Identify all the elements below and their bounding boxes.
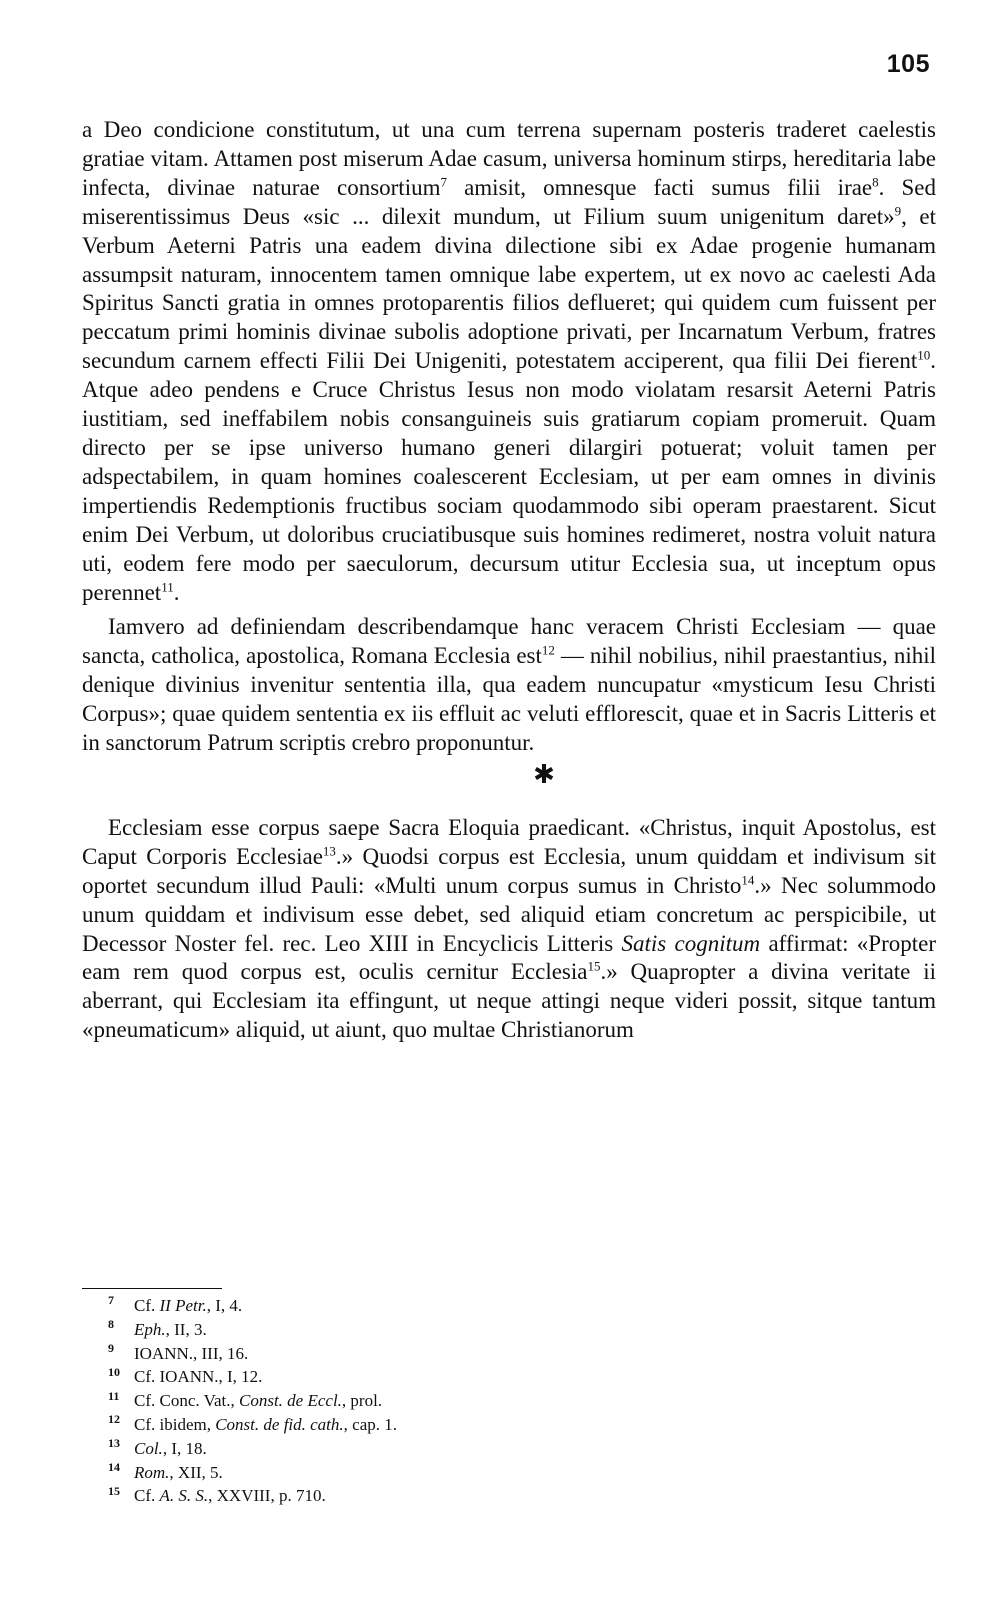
text-run: , XXVIII, p. 710. (208, 1486, 326, 1506)
italic-text: A. S. S. (159, 1486, 209, 1506)
footnote-reference: 7 (440, 174, 447, 190)
footnote-reference: 14 (741, 872, 755, 888)
text-run: , I, 4. (206, 1296, 243, 1315)
text-run: , I, 18. (162, 1438, 207, 1458)
text-run: Ecclesiam esse corpus saepe Sacra Eloquia praedicant. «Christus, inquit Apostolus, est Caput Corporis Ecclesiae (82, 814, 936, 869)
footnote-reference: 13 (322, 843, 336, 859)
footnote-reference: 8 (872, 174, 879, 190)
text-run: affirmat: «Propter eam rem quod corpus est, oculis cernitur Ecclesia (82, 930, 936, 985)
text-run: . Atque adeo pendens e Cruce Christus Iesus non modo violatam resarsit Aeterni Patris iustitiam, sed ineffabilem nobis consanguineis suis gratiarum copiam promeruit. Quam directo per se ipse universo humano generi dilargiri potuerat; voluit tamen per adspectabilem, in quam homines coalescerent Ecclesiam, ut per eam omnes in divinis impertiendis Redemptionis fructibus sociam quodammodo sibi operam praestarent. Sicut enim Dei Verbum, ut doloribus cruciatibusque suis homines redimeret, nostra voluit natura uti, eodem fere modo per saeculorum, decursum utitur Ecclesia sua, ut inceptum opus perennet (82, 348, 936, 605)
footnote-reference: 9 (894, 203, 902, 219)
footnote-item: 14 Rom., XII, 5. (108, 1459, 223, 1482)
footnote-item: 8 Eph., II, 3. (108, 1317, 207, 1339)
text-run: Iamvero ad definiendam describendamque hanc veracem Christi Ecclesiam — quae sancta, catholica, apostolica, Romana Ecclesia est (82, 614, 936, 669)
text-run: . (173, 579, 180, 605)
text-run: IOANN., III, 16. (134, 1343, 249, 1363)
italic-text: II Petr. (159, 1296, 207, 1315)
footnote-item: 13 Col., I, 18. (108, 1436, 207, 1458)
paragraph-2 (82, 613, 936, 758)
text-run: .» Nec solummodo unum quiddam et indivisum esse debet, sed aliquid etiam concretum ac perspicibile, ut Decessor Noster fel. rec. Leo XIII in Encyclicis Litteris (82, 872, 936, 956)
text-run: .» Quapropter a divina veritate ii aberrant, qui Ecclesiam ita effingunt, ut neque attingi neque videri possit, sitque tantum «pneumaticum» aliquid, ut aiunt, quo multae Christianorum (82, 959, 936, 1043)
italic-text: Const. de Eccl. (239, 1391, 342, 1411)
footnote-reference: 11 (161, 578, 174, 594)
paragraph-1 (82, 116, 936, 607)
italic-text: Rom. (134, 1462, 170, 1482)
footnotes (108, 1294, 708, 1508)
text-run: Cf. (134, 1296, 160, 1315)
text-run: .» Quodsi corpus est Ecclesia, unum quiddam et indivisum sit oportet secundum illud Pauli: «Multi unum corpus sumus in Christo (82, 843, 937, 898)
footnote-reference: 12 (541, 642, 555, 658)
text-run: Cf. (134, 1486, 160, 1506)
text-run: Cf. Conc. Vat., (134, 1391, 239, 1411)
footnote-item: 15 Cf. A. S. S., XXVIII, p. 710. (108, 1483, 326, 1506)
paragraph-3 (82, 814, 936, 1045)
footnote-item: 12 Cf. ibidem, Const. de fid. cath., cap. 1. (108, 1412, 398, 1434)
text-run: , XII, 5. (169, 1462, 223, 1482)
footnote-item: 10 Cf. IOANN., I, 12. (108, 1364, 263, 1387)
text-run: , II, 3. (165, 1319, 207, 1339)
italic-text: Const. de fid. cath. (215, 1414, 344, 1434)
text-run: — nihil nobilius, nihil praestantius, nihil denique divinius invenitur sententia illa, qua eadem nuncupatur «mysticum Iesu Christi Corpus»; quae quidem sententia ex iis effluit ac veluti efflorescit, quae et in Sacris Litteris et in sanctorum Patrum scriptis crebro proponuntur. (82, 643, 936, 756)
text-run: , cap. 1. (343, 1414, 398, 1434)
footnote-reference: 10 (917, 347, 931, 363)
italic-text: Satis cognitum (621, 930, 761, 956)
text-run: amisit, omnesque facti sumus filii irae (446, 174, 873, 200)
italic-text: Eph. (134, 1319, 166, 1339)
footnote-reference: 15 (587, 958, 601, 974)
text-run: , prol. (341, 1391, 383, 1411)
italic-text: Col. (134, 1438, 163, 1458)
footnote-item: 11 Cf. Conc. Vat., Const. de Eccl., prol. (108, 1388, 383, 1411)
text-run: , et Verbum Aeterni Patris una eadem divina dilectione sibi ex Adae progenie humanam assumpsit naturam, innocentem tamen omnique labe expertem, ut ex novo ac caelesti Ada Spiritus Sancti gratia in omnes protoparentis filios deflueret; qui quidem cum fuissent per peccatum primi hominis divinae subolis adoptione privati, per Incarnatum Verbum, fratres secundum carnem effecti Filii Dei Unigeniti, potestatem acciperent, qua filii Dei fierent (82, 203, 936, 374)
text-run: Cf. ibidem, (134, 1414, 216, 1434)
section-separator-asterisk: ✱ (533, 759, 555, 789)
main-text (82, 116, 936, 1045)
footnote-divider (82, 1288, 222, 1289)
text-run: a Deo condicione constitutum, ut una cum terrena supernam posteris traderet caelestis gratiae vitam. Attamen post miserum Adae casum, universa hominum stirps, hereditaria labe infecta, divinae naturae consortium (82, 117, 936, 200)
text-run: Cf. IOANN., I, 12. (134, 1367, 263, 1387)
page-number: 105 (886, 50, 930, 78)
text-run: . Sed miserentissimus Deus «sic ... dilexit mundum, ut Filium suum unigenitum daret» (82, 174, 937, 229)
footnote-item: 9 IOANN., III, 16. (108, 1340, 249, 1363)
footnote-item: 7 Cf. II Petr., I, 4. (108, 1293, 243, 1315)
